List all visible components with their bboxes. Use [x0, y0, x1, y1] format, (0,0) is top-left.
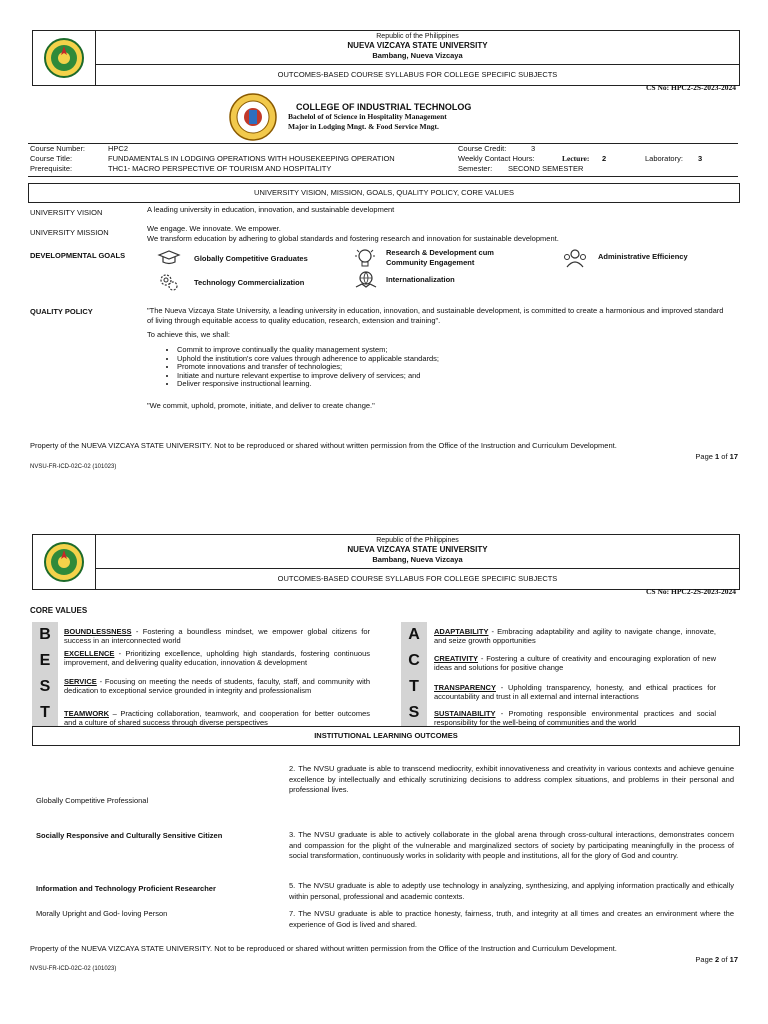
mission-line-2: We transform education by adhering to global standards and fostering research and innovation for sustainable development. — [147, 234, 559, 243]
course-info — [28, 143, 738, 177]
core-value-desc: - Embracing adaptability and agility to navigate change, innovate, and seize growth opportunities — [434, 627, 716, 645]
list-item: • Deliver responsive instructional learning. — [177, 380, 727, 389]
core-value-desc: - Prioritizing excellence, upholding high standards, fostering continuous improvement, and delivering quality education, innovation & development — [64, 649, 370, 667]
header-location: Bambang, Nueva Vizcaya — [372, 555, 463, 564]
semester-label: Semester: — [458, 164, 493, 173]
letter-e: E — [39, 652, 51, 669]
letter-t: T — [409, 678, 419, 695]
laboratory-label: Laboratory: — [645, 154, 683, 163]
core-value-teamwork — [64, 710, 370, 727]
college-seal-icon — [228, 92, 278, 142]
college-name: COLLEGE OF INDUSTRIAL TECHNOLOG — [296, 102, 472, 112]
vision-text: A leading university in education, innovation, and sustainable development — [147, 205, 395, 214]
logo-cell — [33, 31, 96, 85]
college-degree: Bachelol of of Science in Hospitality Management — [288, 112, 447, 121]
goal-research-development: Research & Development cum — [386, 248, 494, 257]
ilo-description: The NVSU graduate is able to actively collaborate in the global arena through cross-cultural interactions, demonstrates concern and compassion for the plight of the vulnerable and marginalized sectors of society by participating meaningfully in the process of social transformation, continuously works in solidarity with people and institutions, all for the glory of God and country. — [289, 830, 734, 860]
quality-policy-commitment: "We commit, uphold, promote, initiate, and deliver to create change." — [147, 400, 375, 410]
core-value-term: CREATIVITY — [434, 654, 479, 663]
ilo-label-global: Globally Competitive Professional — [36, 796, 149, 805]
core-values-title: CORE VALUES — [30, 606, 88, 615]
lecture-label: Lecture: — [562, 154, 590, 163]
core-value-excellence — [64, 650, 370, 667]
course-title-label: Course Title: — [30, 154, 73, 163]
quality-policy-statement: "The Nueva Vizcaya State University, a leading university in education, innovation, and sustainable development, is committed to create a harmonious and improved standard of living through equitable access to quality education, research, extension and training". — [147, 306, 724, 325]
university-header — [32, 534, 740, 590]
header-republic: Republic of the Philippines — [376, 33, 459, 40]
cs-number: CS No: HPC2-2S-2023-2024 — [646, 587, 736, 596]
logo-cell — [33, 535, 96, 589]
letter-c: C — [408, 652, 420, 669]
mission-label: UNIVERSITY MISSION — [30, 228, 109, 237]
form-number: NVSU-FR-ICD-02C-02 (101023) — [30, 464, 117, 470]
core-value-boundlessness — [64, 628, 370, 645]
ilo-number: 5. — [289, 881, 296, 890]
course-title: FUNDAMENTALS IN LODGING OPERATIONS WITH HOUSEKEEPING OPERATION — [108, 154, 395, 163]
header-subtitle: OUTCOMES-BASED COURSE SYLLABUS FOR COLLEGE SPECIFIC SUBJECTS — [277, 574, 558, 583]
gears-icon — [158, 272, 180, 292]
total-pages: 17 — [729, 452, 738, 461]
core-value-adaptability — [434, 628, 716, 645]
ilo-text-social — [289, 830, 734, 862]
letter-b: B — [39, 626, 51, 643]
goals-label: DEVELOPMENTAL GOALS — [30, 251, 126, 260]
header-republic: Republic of the Philippines — [376, 537, 459, 544]
best-letters — [32, 622, 58, 726]
copyright-footer: Property of the NUEVA VIZCAYA STATE UNIVERSITY. Not to be reproduced or shared without written permission from the Office of the Instruction and Curriculum Development. — [30, 944, 617, 953]
graduation-cap-icon — [157, 250, 181, 266]
letter-s: S — [39, 678, 51, 695]
core-value-sustainability — [434, 710, 716, 727]
ilo-label-technology: Information and Technology Proficient Researcher — [36, 884, 216, 893]
letter-a: A — [408, 626, 420, 643]
core-value-service — [64, 678, 370, 695]
letter-s: S — [408, 704, 420, 721]
core-value-desc: - Upholding transparency, honesty, and ethical practices for accountability and trust in all external and internal interactions — [434, 683, 716, 701]
list-item: • Initiate and nurture relevant expertise to improve delivery of services; and — [177, 372, 727, 381]
ilo-description: The NVSU graduate is able to adeptly use technology in analyzing, synthesizing, and applying information practically and ethically within personal, professional and academic contexts. — [289, 881, 734, 901]
core-value-desc: - Fostering a culture of creativity and encouraging exploration of new ideas and solutions for positive change — [434, 654, 716, 672]
quality-policy — [147, 306, 727, 411]
total-pages: 17 — [729, 955, 738, 964]
ilo-text-technology — [289, 881, 734, 902]
prerequisite: THC1- MACRO PERSPECTIVE OF TOURISM AND HOSPITALITY — [108, 164, 332, 173]
mission-line-1: We engage. We innovate. We empower. — [147, 224, 281, 233]
syllabus-page-1 — [0, 0, 768, 500]
ilo-number: 2. — [289, 764, 296, 773]
ilo-text-moral — [289, 909, 734, 930]
page-number — [695, 955, 738, 964]
core-value-desc: – Practicing collaboration, teamwork, and cooperation for better outcomes and a culture of shared success through diverse perspectives — [64, 709, 370, 727]
ilo-description: The NVSU graduate is able to practice honesty, fairness, truth, and integrity at all times and creates an environment where the experience of God is lived and shared. — [289, 909, 734, 929]
course-number: HPC2 — [108, 144, 129, 153]
core-value-desc: - Fostering a boundless mindset, we empower global citizens for success in an interconnected world — [64, 627, 370, 645]
core-value-term: SERVICE — [64, 677, 97, 686]
course-credit: 3 — [531, 144, 536, 153]
laboratory-hours: 3 — [698, 154, 703, 163]
globe-handshake-icon — [354, 270, 378, 290]
goal-technology-commercialization: Technology Commercialization — [194, 278, 305, 287]
list-item: • Uphold the institution's core values through adherence to applicable standards; — [177, 355, 727, 364]
university-header — [32, 30, 740, 86]
page-word: Page — [695, 452, 713, 461]
syllabus-page-2 — [0, 504, 768, 1024]
ilo-label-moral: Morally Upright and God- loving Person — [36, 909, 168, 918]
page-word: Page — [695, 955, 713, 964]
quality-policy-intro: To achieve this, we shall: — [147, 330, 230, 339]
header-location: Bambang, Nueva Vizcaya — [372, 51, 463, 60]
core-value-creativity — [434, 655, 716, 672]
of-word: of — [721, 955, 728, 964]
quality-policy-list — [147, 346, 727, 389]
form-number: NVSU-FR-ICD-02C-02 (101023) — [30, 966, 117, 972]
cs-number: CS No: HPC2-2S-2023-2024 — [646, 83, 736, 92]
course-credit-label: Course Credit: — [458, 144, 507, 153]
university-seal-icon — [43, 35, 85, 81]
core-value-term: ADAPTABILITY — [434, 627, 489, 636]
current-page: 1 — [715, 452, 720, 461]
goal-community-engagement: Community Engagement — [386, 258, 475, 267]
ilo-label-social: Socially Responsive and Culturally Sensitive Citizen — [36, 831, 223, 840]
core-value-desc: - Promoting responsible environmental practices and social responsibility for the well-being of communities and the world — [434, 709, 716, 727]
vmgq-section-bar: UNIVERSITY VISION, MISSION, GOALS, QUALITY POLICY, CORE VALUES — [28, 183, 740, 203]
current-page: 2 — [715, 955, 720, 964]
goal-administrative-efficiency: Administrative Efficiency — [598, 252, 688, 261]
page-number — [695, 452, 738, 461]
college-block — [228, 92, 528, 142]
header-university-name: NUEVA VIZCAYA STATE UNIVERSITY — [347, 41, 488, 50]
course-number-label: Course Number: — [30, 144, 86, 153]
copyright-footer: Property of the NUEVA VIZCAYA STATE UNIVERSITY. Not to be reproduced or shared without written permission from the Office of the Instruction and Curriculum Development. — [30, 441, 617, 450]
core-value-term: TEAMWORK — [64, 709, 109, 718]
quality-policy-label: QUALITY POLICY — [30, 307, 93, 316]
core-value-term: EXCELLENCE — [64, 649, 115, 658]
core-value-term: TRANSPARENCY — [434, 683, 496, 692]
prerequisite-label: Prerequisite: — [30, 164, 73, 173]
college-major: Major in Lodging Mngt. & Food Service Mngt. — [288, 122, 439, 131]
admin-team-icon — [563, 247, 587, 269]
core-value-transparency — [434, 684, 716, 701]
list-item: • Commit to improve continually the quality management system; — [177, 346, 727, 355]
core-value-desc: - Focusing on meeting the needs of students, faculty, staff, and community with dedication to exceptional service grounded in integrity and professionalism — [64, 677, 370, 695]
ilo-text-global — [289, 764, 734, 796]
lecture-hours: 2 — [602, 154, 607, 163]
core-value-term: BOUNDLESSNESS — [64, 627, 132, 636]
list-item: • Promote innovations and transfer of technologies; — [177, 363, 727, 372]
research-lightbulb-icon — [354, 248, 376, 268]
goal-internationalization: Internationalization — [386, 275, 455, 284]
ilo-section-bar: INSTITUTIONAL LEARNING OUTCOMES — [32, 726, 740, 746]
goal-globally-competitive: Globally Competitive Graduates — [194, 254, 308, 263]
of-word: of — [721, 452, 728, 461]
core-value-term: SUSTAINABILITY — [434, 709, 496, 718]
contact-hours-label: Weekly Contact Hours: — [458, 154, 535, 163]
vision-label: UNIVERSITY VISION — [30, 208, 103, 217]
ilo-number: 3. — [289, 830, 296, 839]
acts-letters — [401, 622, 427, 726]
header-university-name: NUEVA VIZCAYA STATE UNIVERSITY — [347, 545, 488, 554]
semester: SECOND SEMESTER — [508, 164, 584, 173]
ilo-description: The NVSU graduate is able to transcend mediocrity, exhibit innovativeness and creativity in various contexts and achieve genuine excellence by intellectually and ethically scrutinizing decisions to address complex situations, and problems in their personal and professional lives. — [289, 764, 734, 794]
letter-t: T — [40, 704, 50, 721]
university-seal-icon — [43, 539, 85, 585]
header-subtitle: OUTCOMES-BASED COURSE SYLLABUS FOR COLLEGE SPECIFIC SUBJECTS — [277, 70, 558, 79]
ilo-number: 7. — [289, 909, 296, 918]
